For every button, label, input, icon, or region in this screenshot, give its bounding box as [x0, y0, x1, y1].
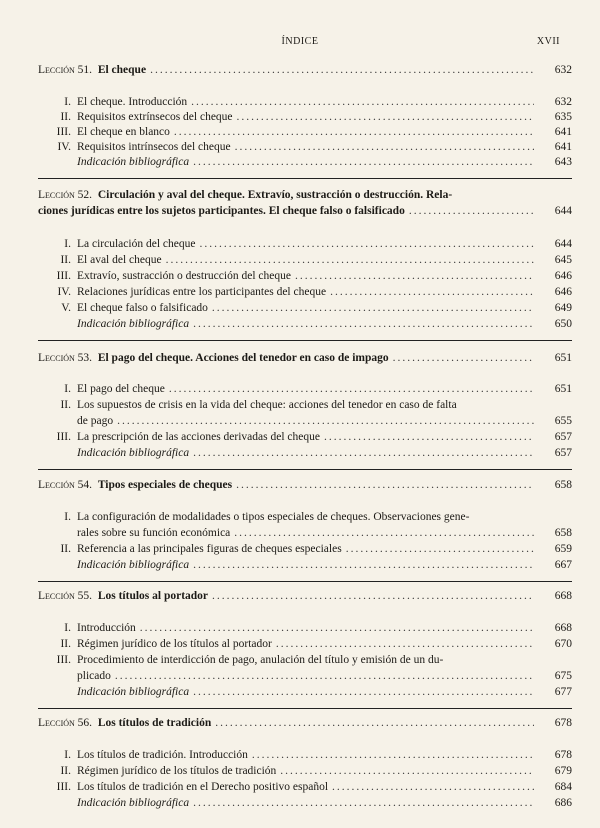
page-number: 657	[554, 431, 572, 443]
item-number: III.	[56, 270, 71, 282]
item-text-continued: rales sobre su función económica	[77, 527, 231, 539]
section-divider	[38, 469, 572, 470]
item-text: Los títulos de tradición. Introducción	[77, 749, 248, 761]
lesson-56-heading	[38, 716, 572, 731]
leader-dots	[193, 685, 534, 700]
leader-dots	[330, 285, 534, 300]
toc-item	[38, 510, 572, 541]
page-number: 684	[554, 781, 572, 793]
leader-dots	[193, 558, 534, 573]
item-text: El pago del cheque	[77, 383, 165, 395]
toc-item	[38, 301, 572, 316]
page-number: 641	[554, 126, 572, 138]
page-number: 644	[554, 238, 572, 250]
item-text: Régimen jurídico de los títulos al portador	[77, 638, 272, 650]
item-text: Referencia a las principales figuras de cheques especiales	[77, 543, 342, 555]
item-text: Introducción	[77, 622, 136, 634]
item-text: Indicación bibliográfica	[77, 318, 190, 330]
section-divider	[38, 340, 572, 341]
lesson-title: Tipos especiales de cheques	[97, 479, 233, 491]
toc-item	[38, 140, 572, 155]
leader-dots	[150, 63, 534, 78]
page-number: 658	[554, 527, 572, 539]
leader-dots	[212, 589, 534, 604]
item-number: IV.	[57, 141, 71, 153]
running-header-title: ÍNDICE	[281, 36, 319, 47]
leader-dots	[280, 764, 534, 779]
lesson-label: Lección 56.	[38, 717, 93, 729]
leader-dots	[212, 301, 534, 316]
page-number: 678	[554, 717, 572, 729]
item-text: Extravío, sustracción o destrucción del cheque	[77, 270, 291, 282]
item-text: El cheque en blanco	[77, 126, 170, 138]
item-text: Indicación bibliográfica	[77, 156, 190, 168]
item-text: Los supuestos de crisis en la vida del cheque: acciones del tenedor en caso de falta	[77, 399, 457, 411]
page-number: 651	[554, 383, 572, 395]
running-header-page-number: XVII	[536, 36, 560, 47]
page-number: 632	[554, 96, 572, 108]
bibliography-item	[38, 685, 572, 700]
leader-dots	[117, 414, 534, 429]
toc-item	[38, 764, 572, 779]
page-number: 644	[554, 205, 572, 217]
toc-item	[38, 269, 572, 284]
item-text: Relaciones jurídicas entre los participantes del cheque	[77, 286, 327, 298]
leader-dots	[199, 237, 534, 252]
lesson-label: Lección 53.	[38, 352, 93, 364]
item-text: El cheque. Introducción	[77, 96, 188, 108]
item-number: I.	[64, 622, 71, 634]
lesson-title: Los títulos de tradición	[97, 717, 212, 729]
item-text: Indicación bibliográfica	[77, 559, 190, 571]
section-divider	[38, 708, 572, 709]
leader-dots	[169, 382, 534, 397]
leader-dots	[252, 748, 534, 763]
item-text: El cheque falso o falsificado	[77, 302, 208, 314]
lesson-label: Lección 54.	[38, 479, 93, 491]
bibliography-item	[38, 796, 572, 811]
page-number: 667	[554, 559, 572, 571]
leader-dots	[191, 95, 534, 110]
leader-dots	[166, 253, 534, 268]
leader-dots	[193, 155, 534, 170]
page-number: 645	[554, 254, 572, 266]
lesson-label: Lección 52.	[38, 189, 93, 201]
page-number: 650	[554, 318, 572, 330]
leader-dots	[193, 446, 534, 461]
section-divider	[38, 581, 572, 582]
leader-dots	[409, 204, 534, 219]
lesson-title-line-2: ciones jurídicas entre los sujetos participantes. El cheque falso o falsificado	[38, 205, 405, 217]
item-text: Indicación bibliográfica	[77, 686, 190, 698]
page-number: 658	[554, 479, 572, 491]
lesson-55-heading	[38, 589, 572, 604]
leader-dots	[393, 351, 534, 366]
lesson-53-heading	[38, 351, 572, 366]
leader-dots	[276, 637, 534, 652]
lesson-title-line-1: Circulación y aval del cheque. Extravío, sustracción o destrucción. Rela-	[97, 189, 453, 201]
bibliography-item	[38, 155, 572, 170]
item-number: IV.	[57, 286, 71, 298]
toc-item	[38, 621, 572, 636]
item-text: Requisitos intrínsecos del cheque	[77, 141, 231, 153]
toc-item	[38, 253, 572, 268]
toc-item	[38, 780, 572, 795]
leader-dots	[234, 526, 534, 541]
page-number: 646	[554, 270, 572, 282]
section-divider	[38, 178, 572, 179]
item-number: III.	[56, 654, 71, 666]
lesson-label: Lección 51.	[38, 64, 93, 76]
item-text: Régimen jurídico de los títulos de tradición	[77, 765, 277, 777]
lesson-51-heading	[38, 63, 572, 78]
bibliography-item	[38, 558, 572, 573]
item-text: Procedimiento de interdicción de pago, anulación del título y emisión de un du-	[77, 654, 444, 666]
leader-dots	[236, 478, 534, 493]
page-number: 632	[554, 64, 572, 76]
toc-item	[38, 398, 572, 429]
lesson-54-heading	[38, 478, 572, 493]
item-number: I.	[64, 511, 71, 523]
toc-item	[38, 653, 572, 684]
toc-item	[38, 237, 572, 252]
item-text: Requisitos extrínsecos del cheque	[77, 111, 233, 123]
bibliography-item	[38, 317, 572, 332]
page-number: 649	[554, 302, 572, 314]
item-number: I.	[64, 96, 71, 108]
leader-dots	[193, 796, 534, 811]
page-number: 668	[554, 622, 572, 634]
item-number: II.	[60, 543, 71, 555]
page-number: 643	[554, 156, 572, 168]
page-number: 678	[554, 749, 572, 761]
item-number: II.	[60, 765, 71, 777]
page-number: 677	[554, 686, 572, 698]
item-text: El aval del cheque	[77, 254, 162, 266]
item-number: II.	[60, 638, 71, 650]
lesson-title: El pago del cheque. Acciones del tenedor en caso de impago	[97, 352, 389, 364]
page-number: 635	[554, 111, 572, 123]
item-number: V.	[61, 302, 71, 314]
leader-dots	[346, 542, 534, 557]
page-number: 651	[554, 352, 572, 364]
page-number: 659	[554, 543, 572, 555]
item-number: I.	[64, 238, 71, 250]
lesson-title: El cheque	[97, 64, 147, 76]
page-number: 657	[554, 447, 572, 459]
page-number: 646	[554, 286, 572, 298]
leader-dots	[215, 716, 534, 731]
page-number: 641	[554, 141, 572, 153]
lesson-label: Lección 55.	[38, 590, 93, 602]
page-number: 679	[554, 765, 572, 777]
toc-item	[38, 95, 572, 110]
item-text: Indicación bibliográfica	[77, 797, 190, 809]
leader-dots	[295, 269, 534, 284]
toc-item	[38, 637, 572, 652]
toc-item	[38, 382, 572, 397]
item-text-continued: de pago	[77, 415, 114, 427]
toc-item	[38, 285, 572, 300]
page-number: 675	[554, 670, 572, 682]
item-text: La circulación del cheque	[77, 238, 196, 250]
item-number: II.	[60, 111, 71, 123]
item-number: III.	[56, 431, 71, 443]
page-number: 655	[554, 415, 572, 427]
lesson-52-heading	[38, 188, 572, 219]
leader-dots	[193, 317, 534, 332]
leader-dots	[174, 125, 534, 140]
lesson-title: Los títulos al portador	[97, 590, 209, 602]
item-text: La configuración de modalidades o tipos especiales de cheques. Observaciones gene-	[77, 511, 470, 523]
leader-dots	[235, 140, 534, 155]
item-number: I.	[64, 749, 71, 761]
item-text: Indicación bibliográfica	[77, 447, 190, 459]
toc-item	[38, 542, 572, 557]
item-text-continued: plicado	[77, 670, 111, 682]
item-number: II.	[60, 254, 71, 266]
page-number: 686	[554, 797, 572, 809]
item-text: Los títulos de tradición en el Derecho positivo español	[77, 781, 329, 793]
page-number: 668	[554, 590, 572, 602]
leader-dots	[324, 430, 534, 445]
leader-dots	[115, 669, 534, 684]
page-number: 670	[554, 638, 572, 650]
item-number: I.	[64, 383, 71, 395]
item-number: III.	[56, 781, 71, 793]
toc-item	[38, 125, 572, 140]
bibliography-item	[38, 446, 572, 461]
item-text: La prescripción de las acciones derivadas del cheque	[77, 431, 320, 443]
item-number: III.	[56, 126, 71, 138]
toc-item	[38, 110, 572, 125]
item-number: II.	[60, 399, 71, 411]
toc-item	[38, 748, 572, 763]
leader-dots	[332, 780, 534, 795]
leader-dots	[140, 621, 534, 636]
leader-dots	[237, 110, 534, 125]
toc-item	[38, 430, 572, 445]
